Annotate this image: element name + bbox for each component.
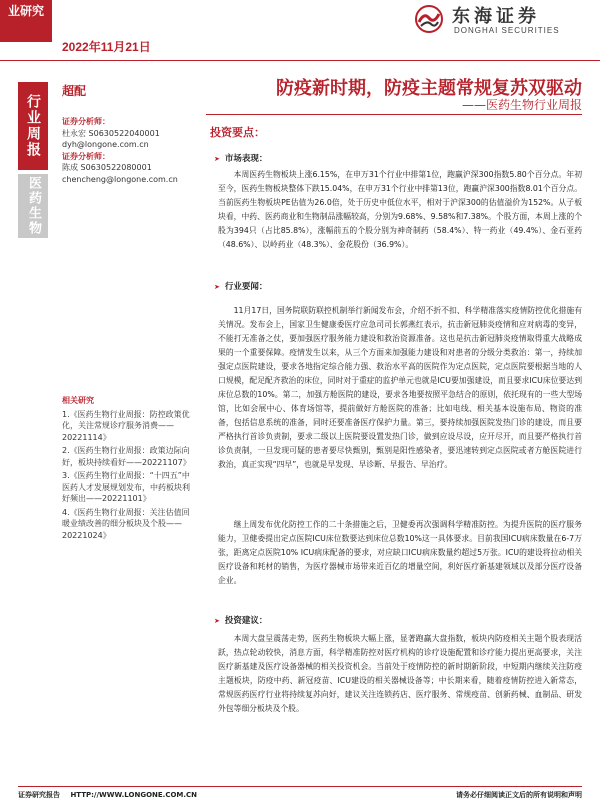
key-points-title: 投资要点： [210, 126, 265, 139]
report-date: 2022年11月21日 [62, 40, 151, 54]
section-heading-advice: ➤ 投资建议： [214, 614, 267, 626]
left-sidebar [62, 116, 192, 541]
rating-label: 超配 [62, 84, 87, 98]
report-subtitle: ——医药生物行业周报 [461, 98, 582, 112]
footer-divider [18, 786, 582, 787]
logo-en-text: DONGHAI SECURITIES [454, 26, 560, 35]
section-heading-news: ➤ 行业要闻： [214, 280, 267, 292]
footer-disclaimer: 请务必仔细阅读正文后的所有说明和声明 [456, 791, 582, 799]
analyst-name: 陈成 S0630522080001 [62, 163, 152, 172]
header-corner-block [0, 0, 52, 42]
analyst-name: 杜永宏 S0630522040001 [62, 128, 160, 138]
analyst-label: 证券分析师： [62, 117, 110, 126]
section-body-news-2: 继上周发布优化防控工作的二十条措施之后，卫健委再次强调科学精准防控。为提升医院的医疗服务能力，卫健委提出定点医院ICU床位数要达到床位总数10%这一具体要求。目前我国ICU病床数量在6-7万张，距离定点医院10% ICU病床配备的要求，对应缺口ICU病床数量约超过5万张。ICU的建设将拉动相关医疗设备和耗材的销售，为医疗器械市场带来近百亿的增量空间，利好医疗新基建领域以及部分医疗设备企业。 [218, 520, 582, 585]
section-body-news-1: 11月17日，国务院联防联控机制举行新闻发布会，介绍不折不扣、科学精准落实疫情防控优化措施有关情况。发布会上，国家卫生健康委医疗应急司司长郭燕红表示，抗击新冠肺炎疫情和应对病毒的变异，不能打无准备之仗，要加强医疗服务能力建设和救治资源准备。这也是抗击新冠肺炎疫情取得重大战略成果的一个重要保障。疫情发生以来，从三个方面来加强能力建设和对患者的分级分类救治：第一，持续加强定点医院建设，要求各地指定综合能力强、救治水平高的医院作为定点医院，定点医院要根据当地的人口规模，配足配齐救治的床位，同时对于重症的监护单元也就是ICU要加强建设，而且要求ICU床位要达到床位总数的10%。第二，加强方舱医院的建设，要求各地要按照平急结合的原则，依托现有的一些大型场馆，比如会展中心、体育场馆等，提前做好方舱医院的准备；比如电线、相关基本设施布局、物资的准备，包括信息系统的准备，同时还要准备医疗保护力量。第三，要持续加强医院发热门诊的建设，而且要严格执行首诊负责制，要求二级以上医院要设置发热门诊，做到应设尽设，应开尽开，而且要严格执行首诊负责制，一旦发现可疑的患者要尽快甄别，甄别是阳性感染者，要迅速转到定点医院或者方舱医院进行救治，真正实现“四早”，也就是早发现、早诊断、早报告、早治疗。 [218, 306, 582, 469]
analyst-email: chencheng@longone.com.cn [62, 174, 178, 184]
section-body-advice: 本周大盘呈震荡走势，医药生物板块大幅上涨，显著跑赢大盘指数，板块内防疫相关主题个股表现活跃，热点轮动较快，消息方面，科学精准防控对医疗机构的诊疗设施配置和诊疗能力提出更高要求，关注医疗新基建及医疗设备器械的相关投资机会。当前处于疫情防控的新时期新阶段，中短期内继续关注防疫主题板块，防疫中药、新冠疫苗、ICU建设的相关器械设备等；中长期来看，随着疫情防控进入新常态，常规医药医疗行业将持续复苏向好，建议关注连锁药店、医疗服务、常规疫苗、创新药械、血制品、研发外包等细分板块及个股。 [218, 634, 582, 713]
related-research-item[interactable]: 1.《医药生物行业周报：防控政策优化，关注常规诊疗服务消费——20221114》 [62, 409, 190, 442]
section-body-market: 本周医药生物板块上涨6.15%，在申万31个行业中排第1位，跑赢沪深300指数5.80个百分点。年初至今，医药生物板块整体下跌15.04%，在申万31个行业中排第13位，跑赢沪深300指数8.01个百分点。当前医药生物板块PE估值为26.0倍，处于历史中低位水平，相对于沪深300的估值溢价为152%。从子板块看，中药、医药商业和生物制品涨幅较高，分别为9.68%、9.58%和7.38%。个股方面，本周上涨的个股为394只（占比85.8%），涨幅前五的个股分别为神奇制药（58.4%）、特一药业（49.4%）、金石亚药（48.6%）、以岭药业（48.3%）、金花股份（36.9%）。 [218, 170, 582, 249]
header-divider [0, 60, 600, 61]
related-research-item[interactable]: 4.《医药生物行业周报：关注估值回暖业绩改善的细分板块及个股——20221024》 [62, 507, 190, 540]
footer-report-type: 证券研究报告 [18, 791, 60, 799]
related-research-item[interactable]: 2.《医药生物行业周报：政策边际向好，板块持续看好——20221107》 [62, 446, 191, 467]
analyst-block [62, 151, 192, 186]
analyst-email: dyh@longone.com.cn [62, 140, 149, 149]
analyst-label: 证券分析师： [62, 151, 110, 161]
side-tab-sector: 医药生物 [18, 174, 48, 238]
footer-left [18, 790, 205, 800]
report-title: 防疫新时期，防疫主题常规复苏双驱动 [276, 78, 582, 99]
footer-website-link[interactable]: HTTP://WWW.LONGONE.COM.CN [70, 791, 198, 799]
title-divider [206, 114, 582, 115]
section-heading-market: ➤ 市场表现： [214, 152, 267, 164]
related-research-title: 相关研究 [62, 396, 94, 405]
analyst-block [62, 116, 192, 151]
logo-wave-icon [414, 4, 444, 34]
related-research-item[interactable]: 3.《医药生物行业周报：“十四五”中医药人才发展规划发布，中药板块利好频出——20221101》 [62, 471, 190, 503]
logo-cn-text: 东海证券 [452, 6, 540, 27]
company-logo [414, 2, 582, 40]
header-corner-label: 业研究 [8, 4, 45, 18]
side-tab-report-type: 行业周报 [18, 82, 48, 170]
